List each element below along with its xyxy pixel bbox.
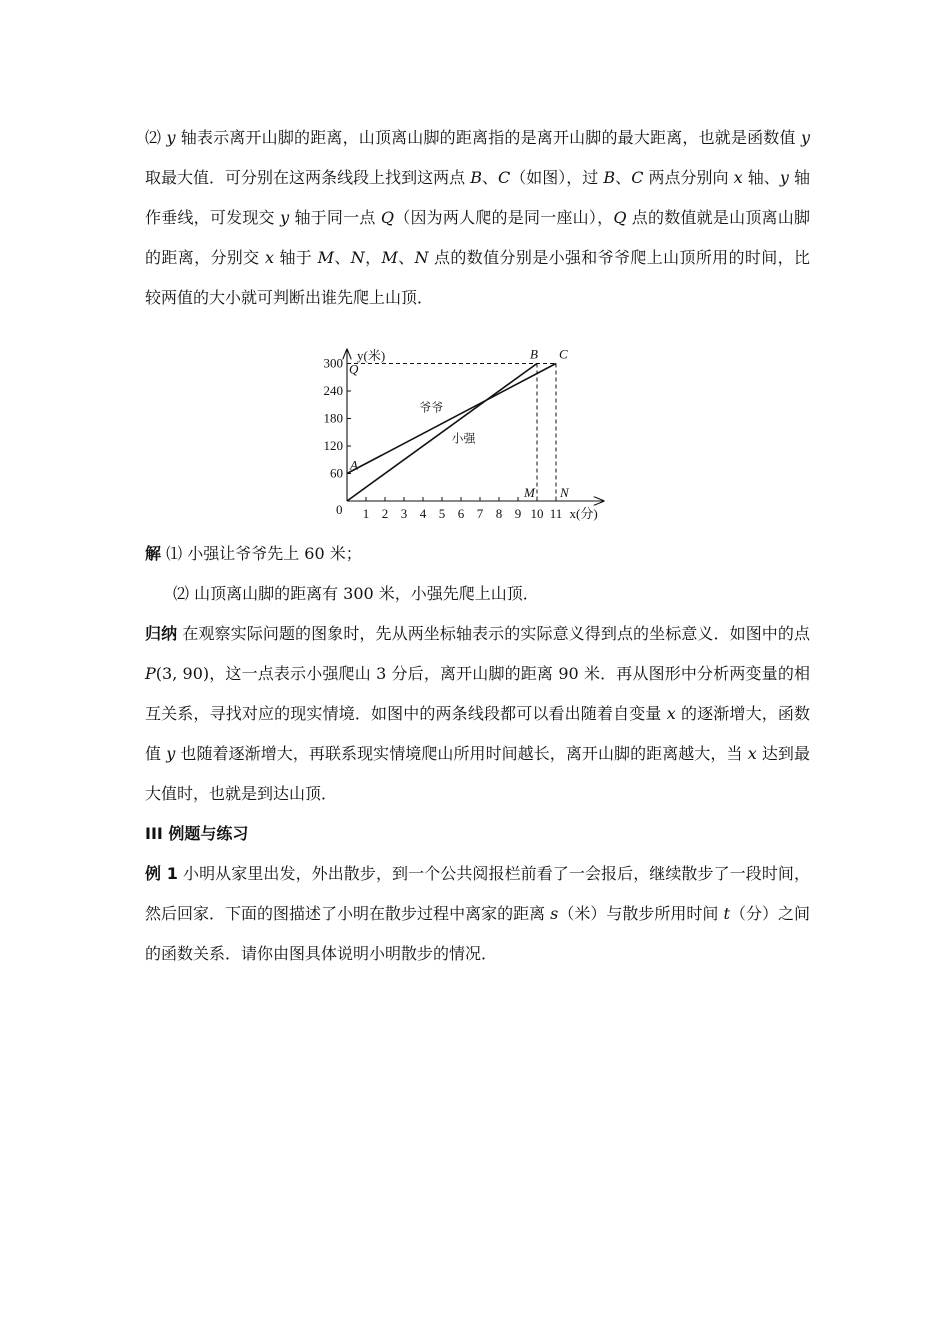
x-tick-label: 6 — [457, 506, 465, 521]
origin-label: 0 — [336, 502, 343, 517]
example-paragraph: 例 1 小明从家里出发，外出散步，到一个公共阅报栏前看了一会报后，继续散步了一段时间，然后回家．下面的图描述了小明在散步过程中离家的距离 s（米）与散步所用时间 t（分）之间的函数关系．请你由图具体说明小明散步的情况． — [145, 864, 810, 963]
x-tick-label: 2 — [381, 506, 389, 521]
x-tick-label: 8 — [495, 506, 503, 521]
summary-label: 归纳 — [145, 624, 178, 643]
point-label-n: N — [560, 485, 569, 500]
y-tick-label: 240 — [323, 383, 343, 398]
point-label-c: C — [559, 346, 568, 362]
x-axis-label: x(分) — [569, 506, 598, 521]
series-line-1 — [347, 361, 556, 474]
x-tick-label: 11 — [549, 506, 563, 521]
x-tick-label: 4 — [419, 506, 427, 521]
series-line-2 — [347, 361, 537, 502]
solution-line-2: ⑵ 山顶离山脚的距离有 300 米，小强先爬上山顶． — [173, 584, 539, 603]
point-label-b: B — [530, 346, 538, 362]
y-tick-label: 60 — [330, 465, 343, 481]
summary-paragraph: 归纳 在观察实际问题的图象时，先从两坐标轴表示的实际意义得到点的坐标意义．如图中的点 P(3, 90)，这一点表示小强爬山 3 分后，离开山脚的距离 90 米．再从图形中分析两变量的相互关系，寻找对应的现实情境．如图中的两条线段都可以看出随着自变量 x 的逐渐增大，函数值 y 也随着逐渐增大，再联系现实情境爬山所用时间越长，离开山脚的距离越大，当 x 达到最大值时，也就是到达山顶． — [145, 624, 810, 803]
y-tick-label: 120 — [323, 438, 343, 453]
example-label: 例 1 — [145, 864, 178, 883]
y-tick-label: 300 — [323, 355, 343, 371]
document-page — [145, 118, 810, 974]
point-label-q: Q — [349, 361, 359, 377]
y-axis-label: y(米) — [357, 347, 386, 363]
line-chart — [323, 322, 633, 534]
point-label-m: M — [524, 485, 535, 500]
x-tick-label: 7 — [476, 506, 484, 521]
section-heading: III 例题与练习 — [145, 824, 249, 843]
solution-label: 解 — [145, 544, 162, 563]
x-tick-label: 10 — [530, 506, 544, 521]
x-tick-label: 9 — [514, 506, 522, 521]
series-label-2: 小强 — [451, 431, 476, 446]
point-label-a: A — [350, 457, 358, 473]
x-tick-label: 1 — [362, 506, 370, 521]
x-tick-label: 3 — [400, 506, 408, 521]
series-label-1: 爷爷 — [419, 400, 444, 415]
solution-line-1: 解 ⑴ 小强让爷爷先上 60 米； — [145, 544, 362, 563]
paragraph-part-2: ⑵ y 轴表示离开山脚的距离，山顶离山脚的距离指的是离开山脚的最大距离，也就是函数值 y 取最大值．可分别在这两条线段上找到这两点 B、C（如图），过 B、C 两点分别向 x 轴、y 轴作垂线，可发现交 y 轴于同一点 Q（因为两人爬的是同一座山），Q 点的数值就是山顶离山脚的距离，分别交 x 轴于 M、N，M、N 点的数值分别是小强和爷爷爬上山顶所用的时间，比较两值的大小就可判断出谁先爬上山顶． — [145, 128, 810, 307]
y-tick-label: 180 — [323, 410, 343, 426]
distance-time-figure — [145, 322, 810, 534]
x-tick-label: 5 — [438, 506, 446, 521]
